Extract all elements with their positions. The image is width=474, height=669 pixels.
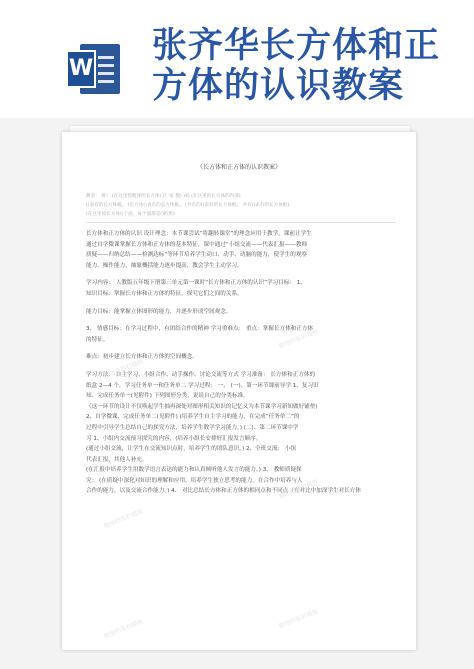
body-line: 究： (在质疑中深化对知识的理解和应用，培养学生独立思考的能力，在合作中培养与人: [86, 477, 303, 484]
body-line: 过程中引导学生总结自己的探究方法，培养学生数学学习能力。) (二)、第二环节课中学: [86, 424, 299, 431]
page-title-line-2: 方体的认识教案: [152, 66, 405, 106]
body-line: 纸盒 2—4 个，学习任务单一和任务单二 学习过程： 一、 (一)、第一环节课前导学 1、复习旧: [86, 382, 319, 389]
paragraph-gap: [86, 345, 396, 352]
body-line: 3、 情感目标：在学习过程中，有团结合作的精神 学习重难点： 重点：掌握长方体和正方体: [86, 326, 314, 333]
watermark: 微图档资料模板: [102, 358, 145, 381]
word-icon: [66, 40, 122, 98]
word-icon-letter: W: [66, 50, 96, 88]
paragraph-gap: [86, 317, 396, 324]
meta-row: ()表有的长方体框。 (长方体()表有的长方体框。 (共有的()表有的长方体框。 共有()表有的长方体框): [86, 203, 290, 208]
body-line: 能力目标：能掌握立体图形的能力，并逐步形成空间观念。: [86, 308, 232, 315]
watermark: 微图档资料模板: [277, 608, 320, 631]
meta-row: 教者： 班） (在这里抓粗体的长方体) (厂家 数) )4) (在这里的长方体的内部): [86, 194, 241, 199]
body-line: 合作的能力，以及交流合作能力。) 4、 对比总结长方体和正方体的相同点和不同点（在对比中加深学生对长方体: [86, 488, 361, 495]
body-line: 难点：初步建立长方体和正方体的空间概念。: [86, 354, 198, 361]
body-line: 知识目标：掌握长方体和正方体的特征，探究它们之间的关系。: [86, 290, 243, 297]
body-line: 2、自学微课，完成任务单二(见附件) (培养学生自主学习的能力，在完成“任务单二”的: [86, 414, 300, 421]
document-meta: [86, 192, 396, 219]
watermark: 微图档资料模板: [102, 618, 145, 641]
body-line: 的特征。: [86, 336, 109, 343]
meta-row: (在这里抓长方体()个面，每个面都是()的形): [86, 212, 175, 217]
watermark: 微图档资料模板: [277, 328, 320, 351]
page-title: [152, 26, 468, 106]
paragraph-gap: [86, 300, 396, 307]
body-line: 习 1、小组内交流预习探究的内容，(培养小组长安排好汇报发言顺序。: [86, 435, 262, 442]
body-line: 通过自学微课掌握长方体和正方体的基本特征，课中通过“小组交流——代表汇报——教师: [86, 241, 308, 248]
body-line: 能力、操作能力、抽象概括能力逐步提高，教会学生主动学习。: [86, 262, 243, 269]
page-title-line-1: 张齐华长方体和正: [152, 26, 441, 66]
header-banner: [0, 0, 474, 118]
body-line: 代表汇报，其他人补充。: [86, 456, 148, 463]
document-title: 《长方体和正方体的认识教案》: [196, 164, 281, 171]
watermark: 微图档资料模板: [102, 508, 145, 531]
body-line: (通过小组交流，让学生在交流知识点时，培养学生的团队意识。) 2、全班交流： 小组: [86, 446, 297, 453]
body-line: 质疑——归纳总结——检测达标”等环节培养学生动口、动手、动脑的能力，使学生的观察: [86, 252, 308, 259]
body-line: 学习方法： 自主学习、小组合作、动手操作、讨论交流等方式 学习准备： 长方体和正方体的: [86, 371, 316, 378]
meta-divider: [86, 222, 396, 223]
watermark: 微图档资料模板: [277, 478, 320, 501]
document-page: [62, 132, 416, 650]
body-line: （这一环节的设计不仅唤起学生抽再深处对图形相关知识的记忆又为本节课学习新知做好铺垫): [86, 403, 318, 410]
body-line: 知、完成任务单一(见附件) 下列图形分类，说说自己的分类标准。: [86, 393, 249, 400]
body-line: (在汇报中培养学生用数学语言表达的能力和认真倾听他人发言的能力。) 3、 教师质疑探: [86, 467, 302, 474]
paragraph-gap: [86, 271, 396, 278]
body-line: 学习内容： 人教版五年级下册第三单元第一课时“长方体和正方体的认识”学习目标： 1、: [86, 280, 306, 287]
body-line: 长方体和正方体的认识 设计理念：本节课尝试“将翻转课堂”的理念应用于教学，课前让学生: [86, 231, 312, 237]
